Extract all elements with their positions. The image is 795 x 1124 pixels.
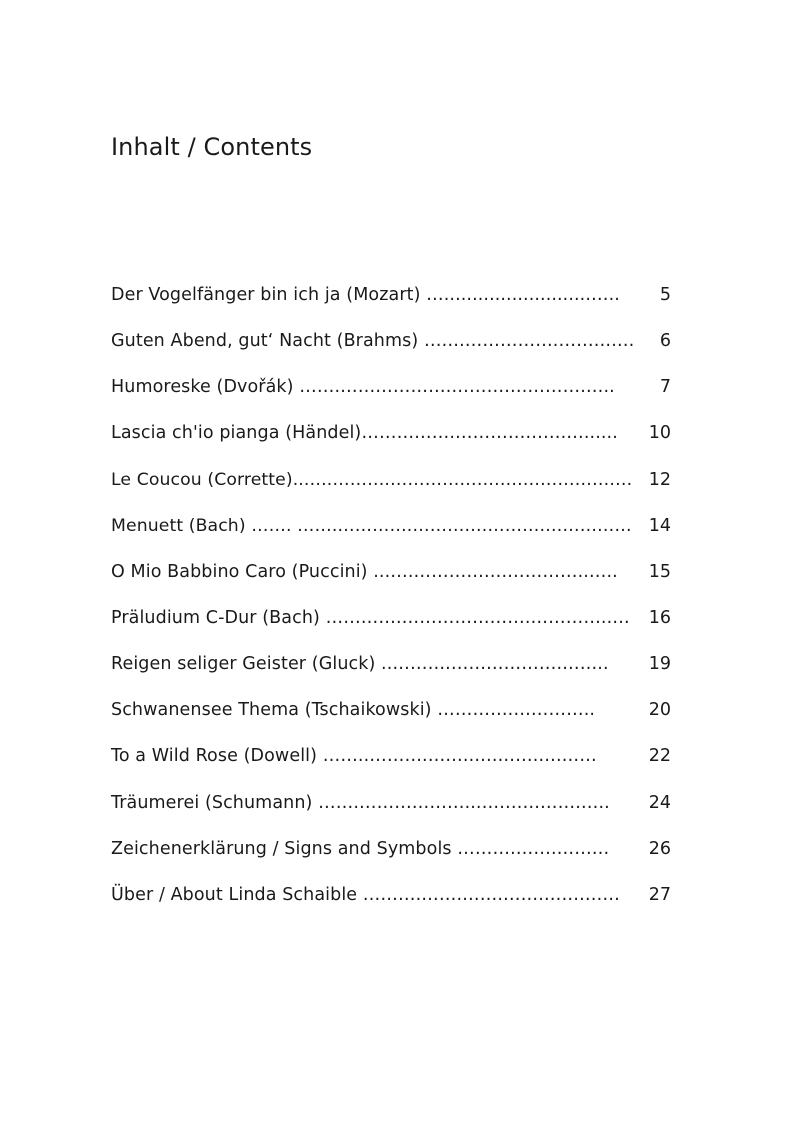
toc-entry-page-number: 6 (659, 331, 671, 352)
toc-entry (111, 329, 671, 375)
toc-entry-page-number: 5 (659, 285, 671, 305)
toc-entry (111, 468, 671, 514)
toc-entry-page-number: 12 (648, 469, 671, 490)
toc-entry (111, 744, 671, 790)
toc-entry-title: Le Coucou (Corrette)...….……….……………….…….………….… (111, 469, 633, 490)
toc-entry-title: Der Vogelfänger bin ich ja (Mozart) …..........................….. (111, 285, 620, 305)
toc-entry-title: Menuett (Bach) ……. …….………….………….………….………… (111, 515, 632, 536)
toc-entry-title: Reigen seliger Geister (Gluck) ..……….……………….…….. (111, 654, 609, 675)
toc-entry-title: Über / About Linda Schaible ……….…….…….…….……….… (111, 884, 620, 905)
toc-entry (111, 606, 671, 652)
toc-entry (111, 560, 671, 606)
toc-entry-page-number: 19 (648, 654, 671, 675)
toc-entry-page-number: 14 (648, 515, 671, 536)
toc-entry (111, 698, 671, 744)
toc-entry (111, 375, 671, 421)
toc-entry-page-number: 16 (648, 607, 671, 628)
toc-entry-page-number: 20 (648, 700, 671, 721)
toc-entry-page-number: 24 (648, 792, 671, 813)
toc-entry-title: Humoreske (Dvořák) …….……………….………….……….….. (111, 377, 615, 398)
toc-entry-title: Träumerei (Schumann) …….………………...…….……….….. (111, 792, 610, 813)
toc-entry-page-number: 7 (659, 377, 671, 398)
toc-entry-title: Guten Abend, gut‘ Nacht (Brahms) …….…………….……….… (111, 331, 635, 352)
toc-entry (111, 283, 671, 329)
toc-entry-page-number: 27 (648, 884, 671, 905)
toc-entry-page-number: 15 (648, 561, 671, 582)
toc-entry (111, 883, 671, 929)
toc-entry (111, 652, 671, 698)
toc-entry (111, 837, 671, 883)
toc-entry-title: O Mio Babbino Caro (Puccini) ...….…………….…………..….. (111, 561, 618, 582)
toc-entry-title: Lascia ch'io pianga (Händel)…………….……………….…...... (111, 423, 618, 444)
toc-entry (111, 514, 671, 560)
toc-entry-title: To a Wild Rose (Dowell) ……..……….……..….…….….…… (111, 746, 597, 767)
toc-entry-page-number: 22 (648, 746, 671, 767)
page-title: Inhalt / Contents (111, 133, 313, 161)
toc-entry (111, 421, 671, 467)
table-of-contents (111, 283, 671, 929)
toc-entry-page-number: 26 (648, 838, 671, 859)
toc-entry-page-number: 10 (648, 423, 671, 444)
toc-entry-title: Schwanensee Thema (Tschaikowski) ………….………….. (111, 700, 596, 721)
toc-entry (111, 791, 671, 837)
toc-entry-title: Präludium C-Dur (Bach) ………….………………….…………..… (111, 607, 630, 628)
toc-entry-title: Zeichenerklärung / Signs and Symbols ……….…….……… (111, 838, 610, 859)
